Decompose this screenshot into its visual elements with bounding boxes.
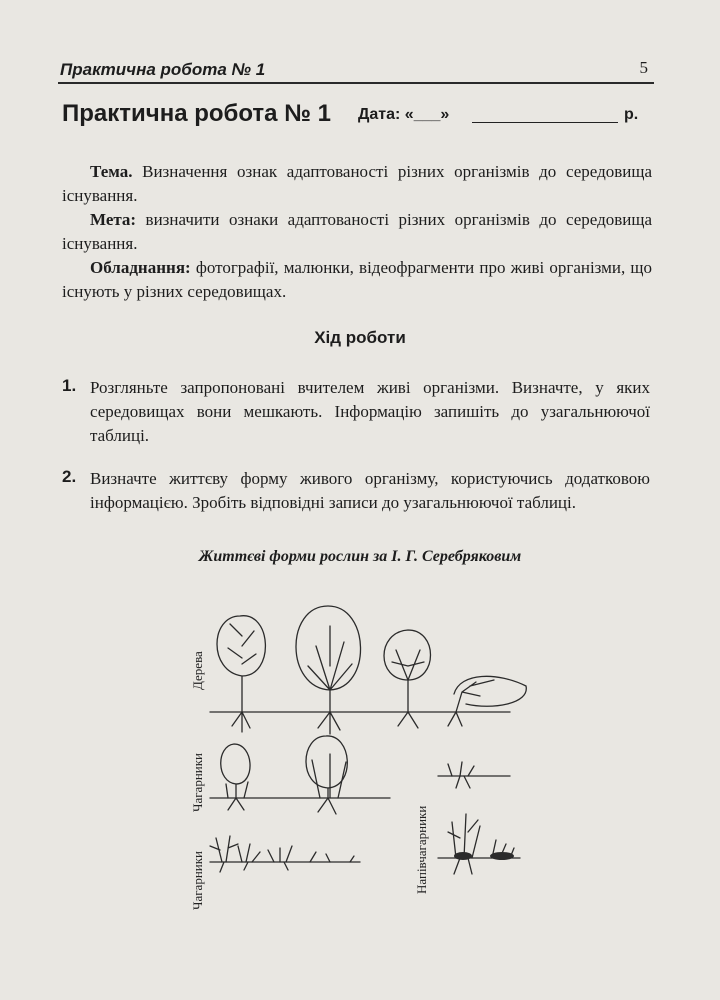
header-rule	[58, 82, 654, 84]
date-blank-line[interactable]	[472, 122, 618, 123]
equipment-text: фотографії, малюнки, відеофрагменти про живі організми, що існують у різних середовищах.	[62, 258, 652, 301]
step-number: 1.	[62, 376, 77, 395]
root-mass	[454, 852, 472, 860]
half-shrub-drawing	[448, 814, 514, 874]
equipment-paragraph	[62, 256, 652, 304]
procedure-step	[62, 467, 652, 539]
root-mass	[490, 852, 514, 860]
procedure-heading: Хід роботи	[314, 328, 406, 347]
label-shrubs: Чагарники	[190, 752, 205, 812]
work-title: Практична робота № 1	[62, 100, 331, 127]
tree-drawing	[217, 616, 265, 732]
procedure-step	[62, 376, 652, 448]
label-shrublets: Чагарники	[190, 850, 205, 910]
tree-drawing	[384, 630, 431, 728]
half-shrub-drawing	[448, 762, 474, 788]
shrublet-drawing	[210, 836, 354, 872]
step-number: 2.	[62, 467, 77, 486]
shrub-drawing	[221, 744, 250, 810]
equipment-label: Обладнання:	[90, 258, 191, 277]
topic-paragraph	[62, 160, 652, 208]
figure-caption: Життєві форми рослин за І. Г. Серебряковим	[198, 548, 522, 565]
shrub-drawing	[306, 736, 347, 814]
page-number: 5	[639, 58, 648, 77]
goal-text: визначити ознаки адаптованості різних організмів до середовища існування.	[62, 210, 652, 253]
title-row	[62, 100, 662, 134]
tree-drawing	[448, 676, 526, 726]
tree-drawing	[296, 606, 361, 734]
step-text: Визначте життєву форму живого організму, користуючись додатковою інформацією. Зробіть відповідні записи до узагальнюючої таблиці.	[90, 469, 650, 512]
topic-label: Тема.	[90, 162, 133, 181]
plant-life-forms-illustration	[180, 576, 560, 916]
label-trees: Дерева	[190, 651, 205, 690]
goal-paragraph	[62, 208, 652, 256]
date-suffix: р.	[624, 106, 639, 123]
date-label: Дата: «___»	[358, 106, 454, 123]
running-header	[58, 58, 654, 80]
running-title: Практична робота № 1	[60, 60, 266, 79]
goal-label: Мета:	[90, 210, 137, 229]
topic-text: Визначення ознак адаптованості різних організмів до середовища існування.	[62, 162, 652, 205]
label-half-shrubs: Напівчагарники	[414, 805, 429, 894]
step-text: Розгляньте запропоновані вчителем живі організми. Визначте, у яких середовищах вони мешкають. Інформацію запишіть до узагальнюючої таблиці.	[90, 378, 650, 445]
